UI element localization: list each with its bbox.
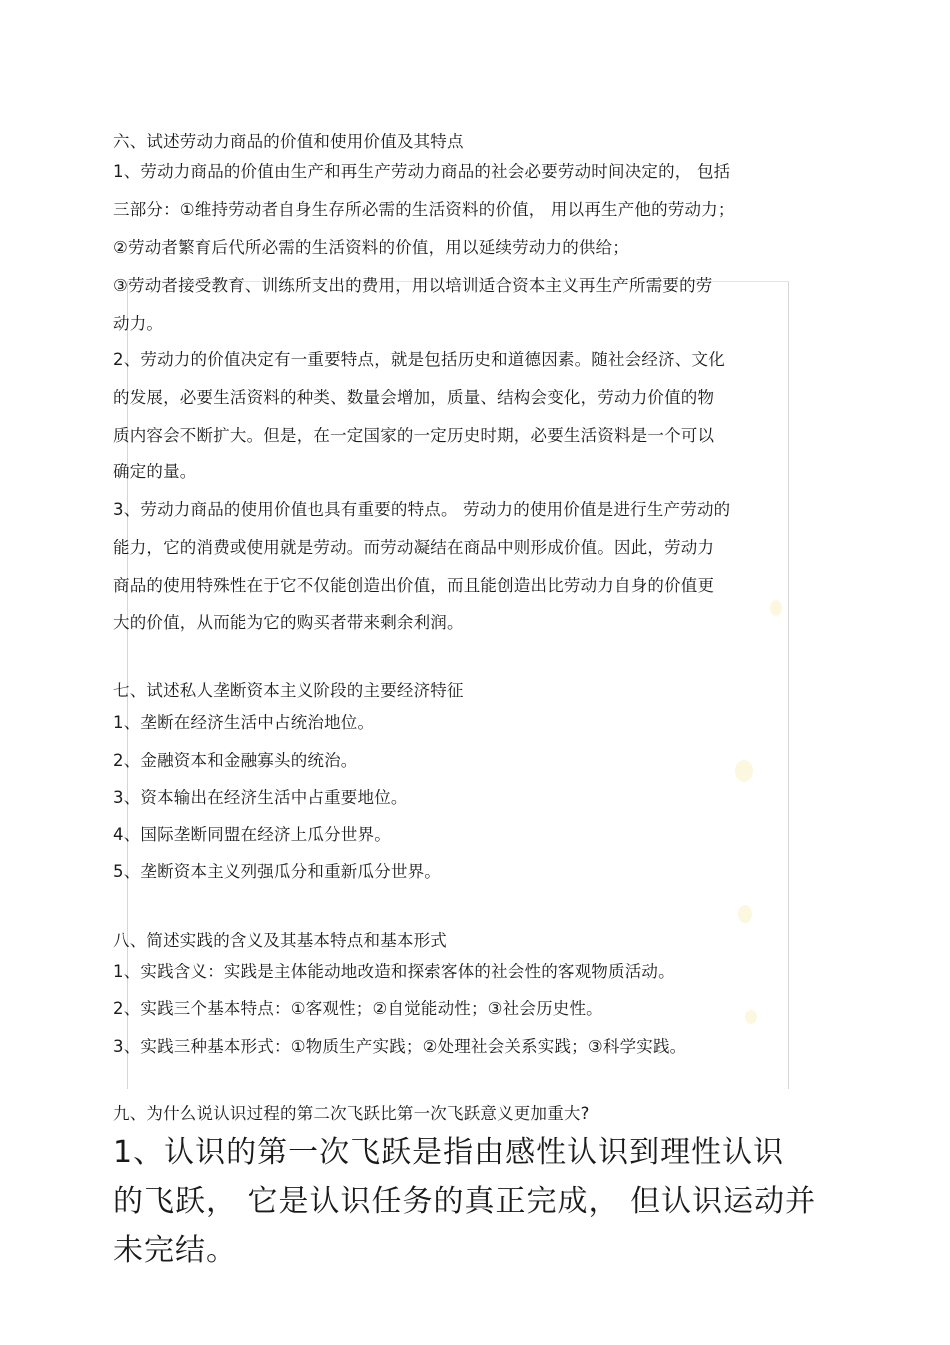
section-7-line: 4、国际垄断同盟在经济上瓜分世界。 — [113, 825, 391, 844]
section-7-line: 3、资本输出在经济生活中占重要地位。 — [113, 788, 408, 807]
section-7-title: 七、试述私人垄断资本主义阶段的主要经济特征 — [113, 681, 464, 700]
section-6-line: ②劳动者繁育后代所必需的生活资料的价值，用以延续劳动力的供给； — [113, 238, 629, 257]
scan-blot — [745, 1010, 757, 1024]
section-6-line: 三部分：①维持劳动者自身生存所必需的生活资料的价值， 用以再生产他的劳动力； — [113, 200, 735, 219]
section-6-line: 动力。 — [113, 314, 164, 333]
section-6-line: 质内容会不断扩大。但是，在一定国家的一定历史时期，必要生活资料是一个可以 — [113, 426, 715, 445]
section-6-line: 商品的使用特殊性在于它不仅能创造出价值，而且能创造出比劳动力自身的价值更 — [113, 576, 715, 595]
section-6-line: 确定的量。 — [113, 462, 197, 481]
section-8-line: 3、实践三种基本形式：①物质生产实践；②处理社会关系实践；③科学实践。 — [113, 1037, 687, 1056]
section-6-line: 能力，它的消费或使用就是劳动。而劳动凝结在商品中则形成价值。因此，劳动力 — [113, 538, 715, 557]
section-6-line: 2、劳动力的价值决定有一重要特点，就是包括历史和道德因素。随社会经济、文化 — [113, 350, 725, 369]
section-6-title: 六、试述劳动力商品的价值和使用价值及其特点 — [113, 132, 464, 151]
section-6-line: ③劳动者接受教育、训练所支出的费用，用以培训适合资本主义再生产所需要的劳 — [113, 276, 713, 295]
section-8-line: 2、实践三个基本特点：①客观性；②自觉能动性；③社会历史性。 — [113, 999, 603, 1018]
scan-blot — [770, 600, 782, 616]
section-8-title: 八、简述实践的含义及其基本特点和基本形式 — [113, 931, 447, 950]
scan-blot — [735, 760, 753, 782]
section-9-title: 九、为什么说认识过程的第二次飞跃比第一次飞跃意义更加重大? — [113, 1104, 590, 1123]
section-7-line: 2、金融资本和金融寡头的统治。 — [113, 751, 358, 770]
section-7-line: 5、垄断资本主义列强瓜分和重新瓜分世界。 — [113, 862, 441, 881]
section-6-line: 3、劳动力商品的使用价值也具有重要的特点。 劳动力的使用价值是进行生产劳动的 — [113, 500, 731, 519]
section-6-line: 1、劳动力商品的价值由生产和再生产劳动力商品的社会必要劳动时间决定的， 包括 — [113, 162, 731, 181]
section-9-line: 未完结。 — [113, 1233, 237, 1268]
section-6-line: 大的价值，从而能为它的购买者带来剩余利润。 — [113, 613, 464, 632]
scan-blot — [738, 905, 752, 923]
section-7-line: 1、垄断在经济生活中占统治地位。 — [113, 713, 375, 732]
section-9-line: 1、认识的第一次飞跃是指由感性认识到理性认识 — [113, 1135, 785, 1170]
section-8-line: 1、实践含义：实践是主体能动地改造和探索客体的社会性的客观物质活动。 — [113, 962, 675, 981]
section-9-line: 的飞跃， 它是认识任务的真正完成， 但认识运动并 — [113, 1184, 817, 1219]
section-6-line: 的发展，必要生活资料的种类、数量会增加，质量、结构会变化，劳动力价值的物 — [113, 388, 715, 407]
